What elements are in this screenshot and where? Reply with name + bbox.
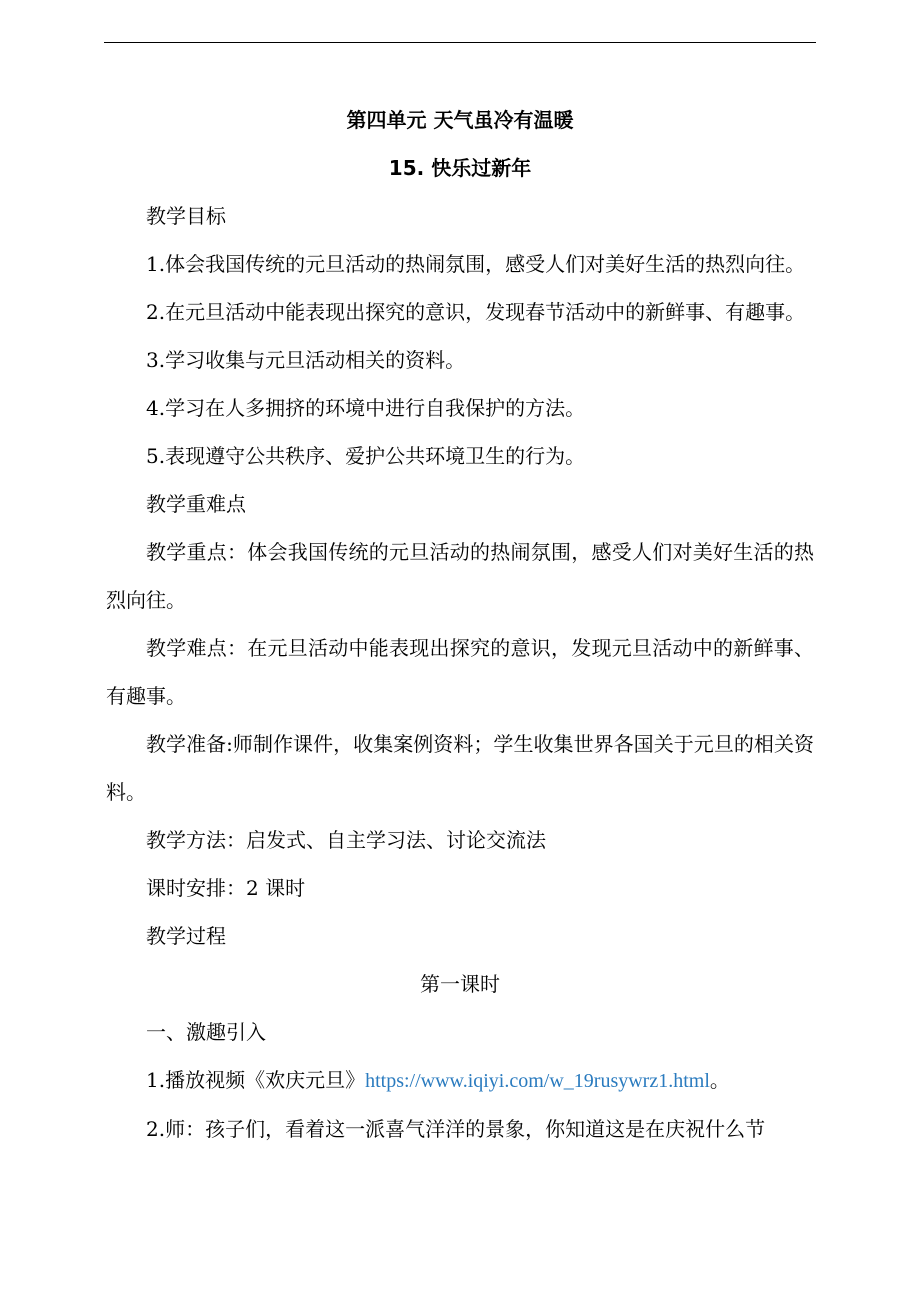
objective-1: 1.体会我国传统的元旦活动的热闹氛围，感受人们对美好生活的热烈向往。 (146, 252, 806, 276)
document-body (106, 96, 814, 1153)
schedule: 课时安排：2 课时 (146, 876, 306, 900)
header-rule (104, 42, 816, 43)
step-1-text: 1.播放视频《欢庆元旦》 (146, 1068, 366, 1092)
section-one-heading: 一、激趣引入 (146, 1020, 266, 1044)
objective-5: 5.表现遵守公共秩序、爱护公共环境卫生的行为。 (146, 444, 586, 468)
key-points-heading: 教学重难点 (146, 492, 246, 516)
objective-4: 4.学习在人多拥挤的环境中进行自我保护的方法。 (146, 396, 586, 420)
first-period-heading: 第一课时 (420, 972, 500, 996)
step-1-suffix: 。 (709, 1068, 730, 1092)
difficult-point: 教学难点：在元旦活动中能表现出探究的意识，发现元旦活动中的新鲜事、有趣事。 (106, 636, 814, 708)
lesson-title: 15. 快乐过新年 (388, 156, 532, 180)
video-link[interactable]: https://www.iqiyi.com/w_19rusywrz1.html (365, 1070, 710, 1092)
step-2: 2.师：孩子们，看着这一派喜气洋洋的景象，你知道这是在庆祝什么节 (146, 1117, 766, 1141)
process-heading: 教学过程 (146, 924, 226, 948)
step-1 (106, 1056, 814, 1105)
unit-title: 第四单元 天气虽冷有温暖 (346, 108, 574, 132)
objective-3: 3.学习收集与元旦活动相关的资料。 (146, 348, 466, 372)
objective-2: 2.在元旦活动中能表现出探究的意识，发现春节活动中的新鲜事、有趣事。 (146, 300, 806, 324)
preparation: 教学准备:师制作课件，收集案例资料；学生收集世界各国关于元旦的相关资料。 (106, 732, 814, 804)
key-point: 教学重点：体会我国传统的元旦活动的热闹氛围，感受人们对美好生活的热烈向往。 (106, 540, 814, 612)
objectives-heading: 教学目标 (146, 204, 226, 228)
teaching-method: 教学方法：启发式、自主学习法、讨论交流法 (146, 828, 546, 852)
